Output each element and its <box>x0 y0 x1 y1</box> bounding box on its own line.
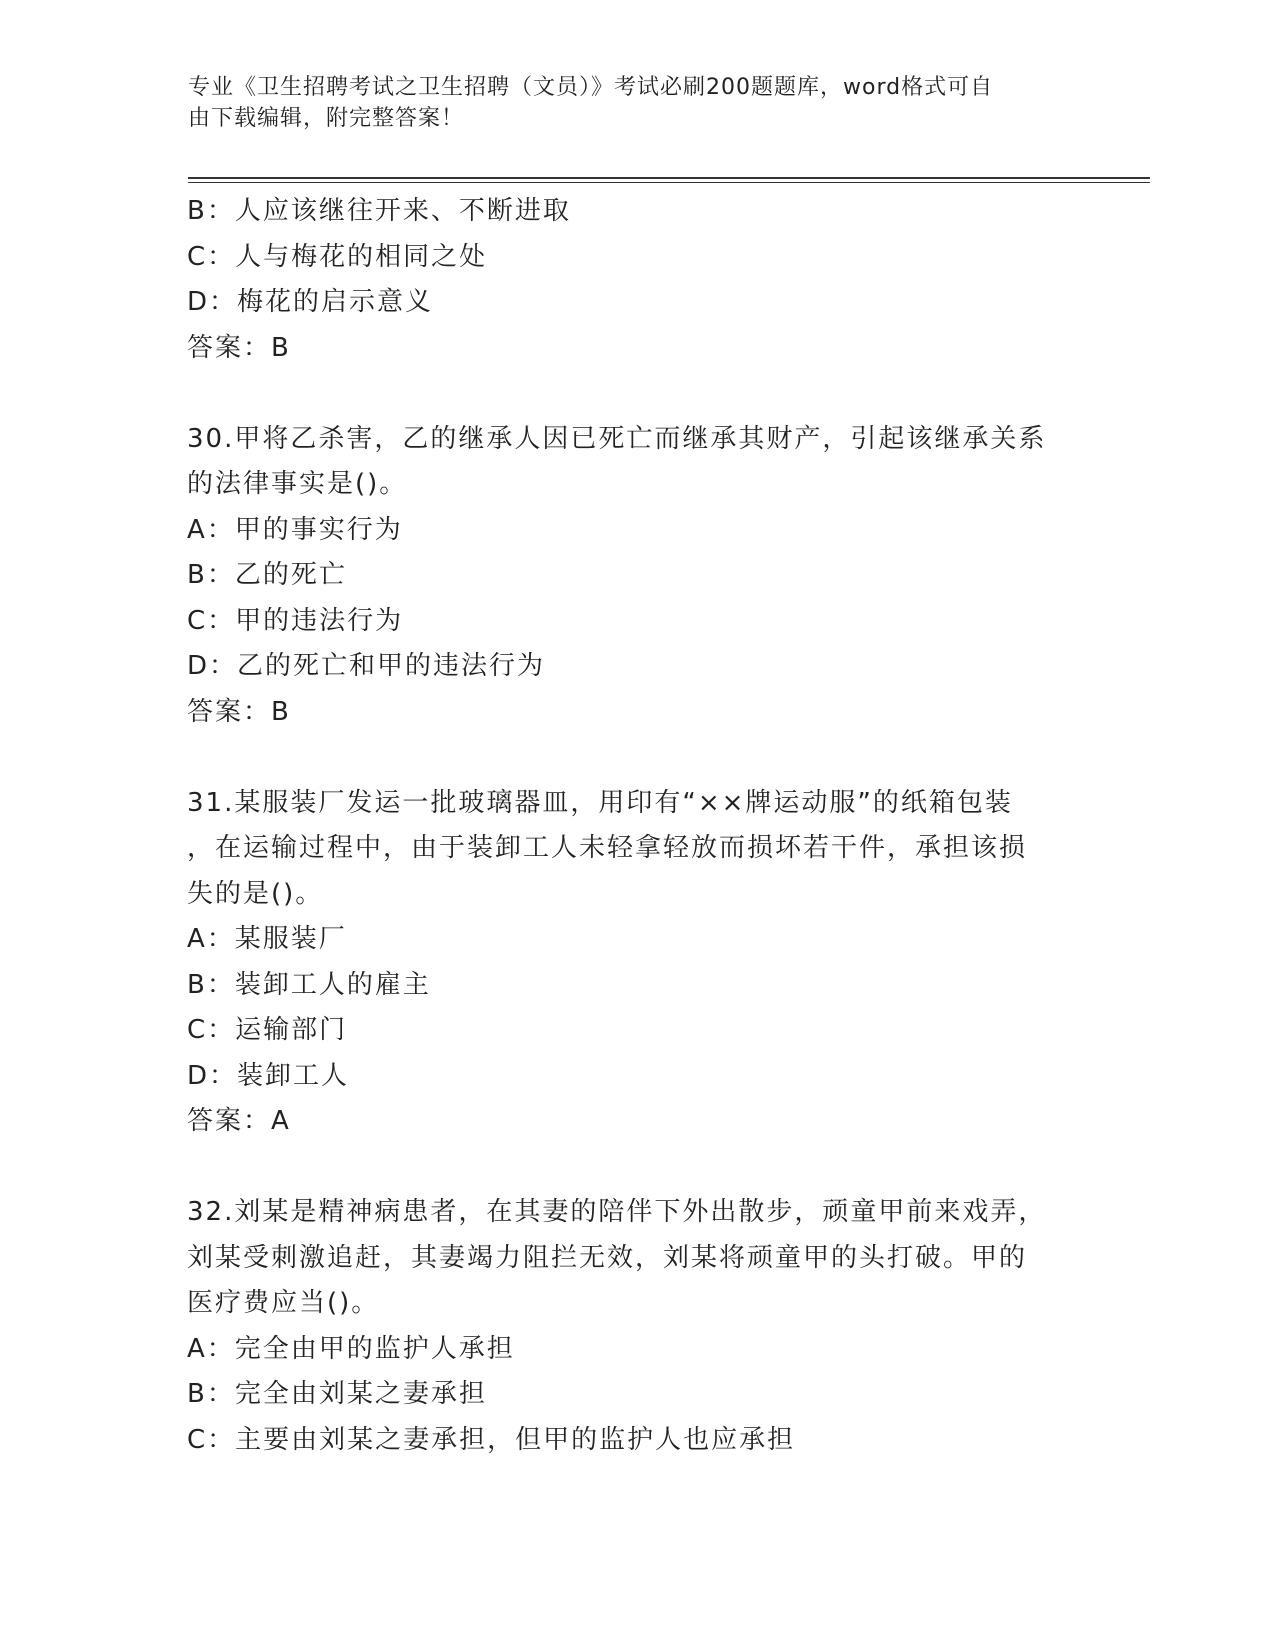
q29-option-b: B：人应该继往开来、不断进取 <box>187 196 571 226</box>
q30-option-b: B：乙的死亡 <box>187 560 347 590</box>
q31-option-b: B：装卸工人的雇主 <box>187 969 431 1000</box>
document-header <box>188 72 1068 134</box>
question-31 <box>187 781 1067 1145</box>
question-30 <box>187 417 1067 736</box>
spacer <box>187 371 1067 417</box>
q31-text-line-3: 失的是()。 <box>187 878 324 909</box>
q31-text-line-2: ，在运输过程中，由于装卸工人未轻拿轻放而损坏若干件，承担该损 <box>187 833 1028 863</box>
q31-option-a: A：某服装厂 <box>187 924 347 954</box>
q31-option-c: C：运输部门 <box>187 1015 348 1045</box>
q31-answer: 答案：A <box>187 1106 291 1136</box>
q30-option-d: D：乙的死亡和甲的违法行为 <box>187 651 546 681</box>
q32-option-c: C：主要由刘某之妻承担，但甲的监护人也应承担 <box>187 1424 796 1455</box>
q31-text-line-1: 31.某服装厂发运一批玻璃器皿，用印有“××牌运动服”的纸箱包装 <box>187 787 1013 818</box>
q32-text-line-3: 医疗费应当()。 <box>187 1288 380 1318</box>
spacer <box>187 1145 1067 1191</box>
header-rule-top <box>188 177 1150 179</box>
q32-text-line-1: 32.刘某是精神病患者，在其妻的陪伴下外出散步，顽童甲前来戏弄， <box>187 1197 1047 1227</box>
header-line-2: 由下载编辑，附完整答案！ <box>188 106 465 131</box>
q30-answer: 答案：B <box>187 696 291 727</box>
q29-answer: 答案：B <box>187 332 291 363</box>
q32-option-a: A：完全由甲的监护人承担 <box>187 1333 515 1364</box>
q30-text-line-1: 30.甲将乙杀害，乙的继承人因已死亡而继承其财产，引起该继承关系 <box>187 423 1047 454</box>
header-rule-bottom <box>188 182 1150 183</box>
question-32 <box>187 1190 1067 1463</box>
q30-option-a: A：甲的事实行为 <box>187 514 403 545</box>
q29-option-c: C：人与梅花的相同之处 <box>187 241 488 272</box>
q31-option-d: D：装卸工人 <box>187 1060 350 1091</box>
header-line-1: 专业《卫生招聘考试之卫生招聘（文员）》考试必刷200题题库，word格式可自 <box>188 75 994 100</box>
q29-option-d: D：梅花的启示意义 <box>187 287 434 317</box>
q30-option-c: C：甲的违法行为 <box>187 605 404 636</box>
question-29-remainder <box>187 189 1067 371</box>
q32-option-b: B：完全由刘某之妻承担 <box>187 1379 487 1409</box>
q32-text-line-2: 刘某受刺激追赶，其妻竭力阻拦无效，刘某将顽童甲的头打破。甲的 <box>187 1242 1028 1273</box>
question-content <box>187 189 1067 1463</box>
spacer <box>187 735 1067 781</box>
q30-text-line-2: 的法律事实是()。 <box>187 469 408 499</box>
